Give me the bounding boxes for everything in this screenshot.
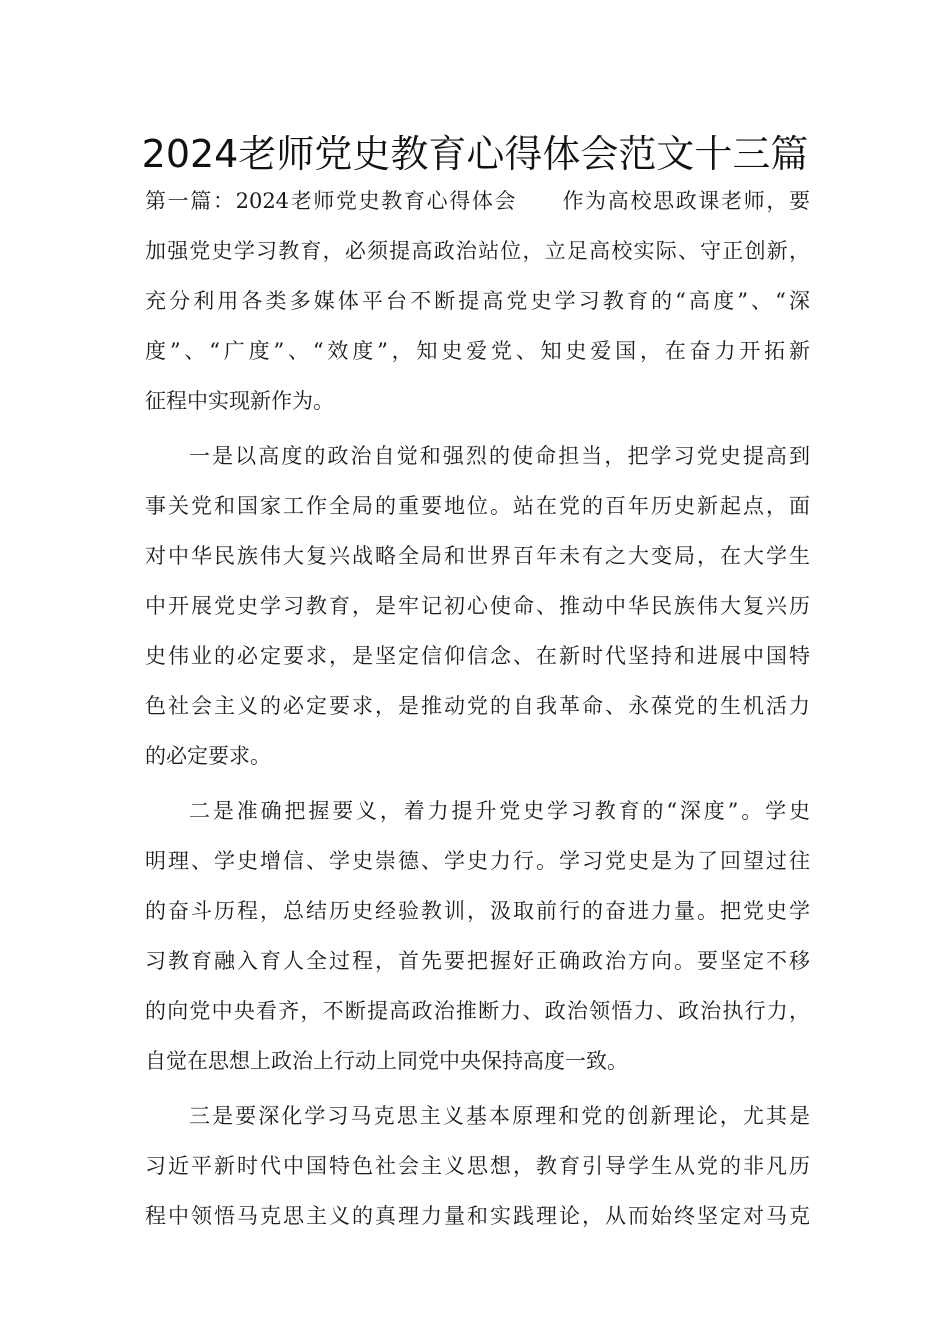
text-line: 三是要深化学习马克思主义基本原理和党的创新理论，尤其是: [189, 1104, 810, 1128]
text-line: 征程中实现新作为。: [145, 389, 334, 413]
text-line: 一是以高度的政治自觉和强烈的使命担当，把学习党史提高到: [189, 444, 810, 468]
text-line: 二是准确把握要义，着力提升党史学习教育的“深度”。学史: [189, 799, 810, 823]
text-line: 程中领悟马克思主义的真理力量和实践理论，从而始终坚定对马克: [145, 1204, 810, 1228]
text-line: 的奋斗历程，总结历史经验教训，汲取前行的奋进力量。把党史学: [145, 899, 810, 923]
text-line: 色社会主义的必定要求，是推动党的自我革命、永葆党的生机活力: [145, 694, 810, 718]
text-line: 习近平新时代中国特色社会主义思想，教育引导学生从党的非凡历: [145, 1154, 810, 1178]
text-line: 史伟业的必定要求，是坚定信仰信念、在新时代坚持和进展中国特: [145, 644, 810, 668]
text-line: 自觉在思想上政治上行动上同党中央保持高度一致。: [145, 1049, 628, 1073]
text-line: 中开展党史学习教育，是牢记初心使命、推动中华民族伟大复兴历: [145, 594, 810, 618]
paragraph-point-two: [145, 786, 810, 1086]
text-line: 事关党和国家工作全局的重要地位。站在党的百年历史新起点，面: [145, 494, 810, 518]
document-title: 2024老师党史教育心得体会范文十三篇: [141, 132, 809, 176]
text-line: 对中华民族伟大复兴战略全局和世界百年未有之大变局，在大学生: [145, 544, 810, 568]
document-body: [145, 176, 810, 1241]
paragraph-intro: [145, 176, 810, 426]
text-line: 度”、“广度”、“效度”，知史爱党、知史爱国，在奋力开拓新: [145, 339, 810, 363]
text-line: 加强党史学习教育，必须提高政治站位，立足高校实际、守正创新，: [145, 239, 810, 263]
text-line: 的必定要求。: [145, 744, 271, 768]
text-line: 充分利用各类多媒体平台不断提高党史学习教育的“高度”、“深: [145, 289, 810, 313]
text-line: 习教育融入育人全过程，首先要把握好正确政治方向。要坚定不移: [145, 949, 810, 973]
text-line: 第一篇：2024老师党史教育心得体会 作为高校思政课老师，要: [145, 189, 810, 213]
paragraph-point-one: [145, 431, 810, 781]
text-line: 明理、学史增信、学史崇德、学史力行。学习党史是为了回望过往: [145, 849, 810, 873]
text-line: 的向党中央看齐，不断提高政治推断力、政治领悟力、政治执行力，: [145, 999, 810, 1023]
paragraph-point-three: [145, 1091, 810, 1241]
